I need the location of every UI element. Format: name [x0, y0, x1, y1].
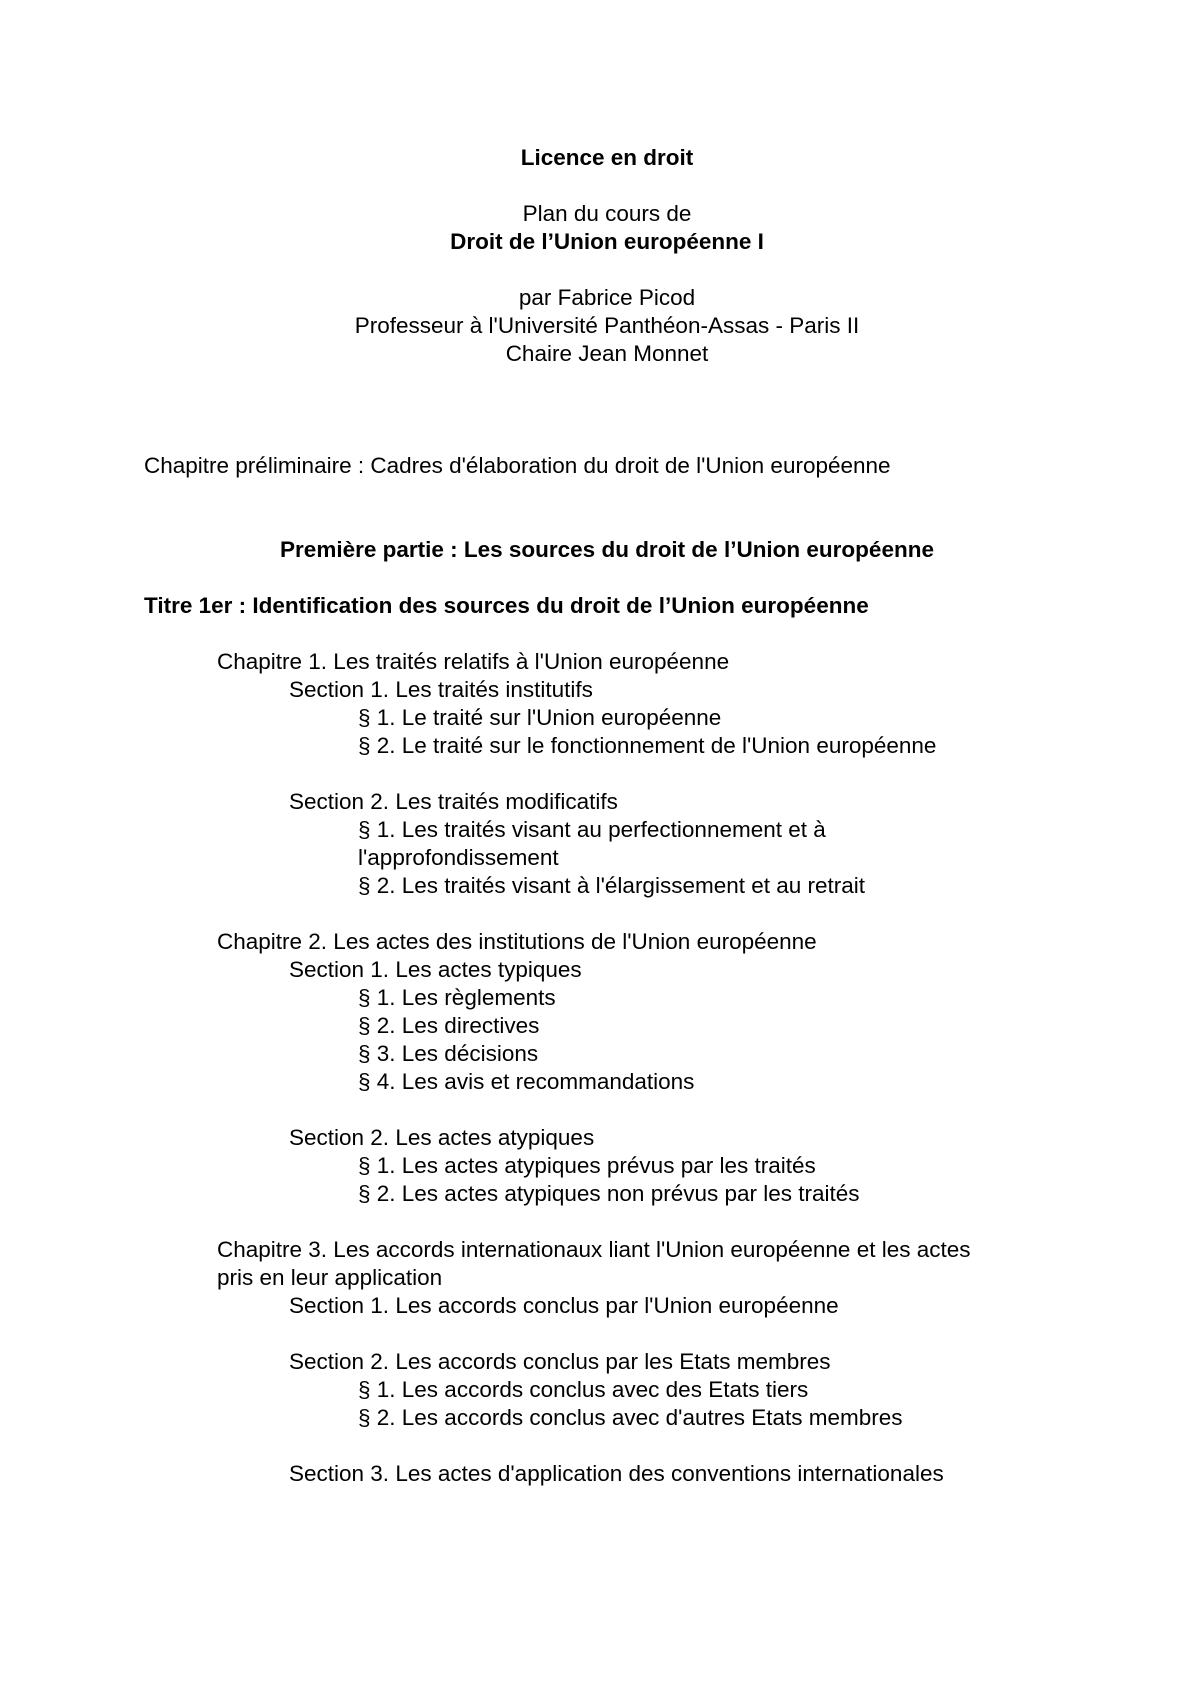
chapter-1-section-2-para-1: § 1. Les traités visant au perfectionnement et à: [358, 817, 826, 842]
chapter-2-section-1-para-2: § 2. Les directives: [358, 1013, 540, 1038]
author-line: par Fabrice Picod: [518, 285, 696, 310]
preliminary-chapter: Chapitre préliminaire : Cadres d'élaboration du droit de l'Union européenne: [144, 453, 891, 478]
chapter-2-section-2-para-1: § 1. Les actes atypiques prévus par les traités: [358, 1153, 816, 1178]
chapter-3-section-3: Section 3. Les actes d'application des conventions internationales: [289, 1461, 944, 1486]
chapter-1-section-2: Section 2. Les traités modificatifs: [289, 789, 618, 814]
chapter-2-section-1-para-3: § 3. Les décisions: [358, 1041, 539, 1066]
chapter-1-section-2-para-1-cont: l'approfondissement: [358, 845, 559, 870]
chapter-3-title: Chapitre 3. Les accords internationaux liant l'Union européenne et les actes: [217, 1237, 971, 1262]
chapter-2-section-2: Section 2. Les actes atypiques: [289, 1125, 595, 1150]
part-title: Première partie : Les sources du droit de l’Union européenne: [280, 537, 934, 562]
chapter-3-section-2-para-2: § 2. Les accords conclus avec d'autres Etats membres: [358, 1405, 903, 1430]
chapter-3-title-cont: pris en leur application: [217, 1265, 443, 1290]
chapter-3-section-2: Section 2. Les accords conclus par les Etats membres: [289, 1349, 831, 1374]
chapter-2-section-2-para-2: § 2. Les actes atypiques non prévus par les traités: [358, 1181, 860, 1206]
course-title: Droit de l’Union européenne I: [450, 229, 764, 254]
titre-heading: Titre 1er : Identification des sources du droit de l’Union européenne: [144, 593, 869, 618]
plan-intro: Plan du cours de: [522, 201, 692, 226]
chapter-2-title: Chapitre 2. Les actes des institutions de l'Union européenne: [217, 929, 817, 954]
chapter-1-title: Chapitre 1. Les traités relatifs à l'Union européenne: [217, 649, 730, 674]
chapter-3-section-1: Section 1. Les accords conclus par l'Union européenne: [289, 1293, 839, 1318]
chapter-1-section-1-para-1: § 1. Le traité sur l'Union européenne: [358, 705, 722, 730]
chapter-2-section-1-para-1: § 1. Les règlements: [358, 985, 556, 1010]
chapter-3-section-2-para-1: § 1. Les accords conclus avec des Etats tiers: [358, 1377, 809, 1402]
chapter-2-section-1-para-4: § 4. Les avis et recommandations: [358, 1069, 695, 1094]
author-chair: Chaire Jean Monnet: [505, 341, 709, 366]
chapter-2-section-1: Section 1. Les actes typiques: [289, 957, 582, 982]
chapter-1-section-1: Section 1. Les traités institutifs: [289, 677, 593, 702]
degree-heading: Licence en droit: [520, 145, 694, 170]
chapter-1-section-2-para-2: § 2. Les traités visant à l'élargissement et au retrait: [358, 873, 866, 898]
author-position: Professeur à l'Université Panthéon-Assas - Paris II: [354, 313, 860, 338]
chapter-1-section-1-para-2: § 2. Le traité sur le fonctionnement de l'Union européenne: [358, 733, 937, 758]
